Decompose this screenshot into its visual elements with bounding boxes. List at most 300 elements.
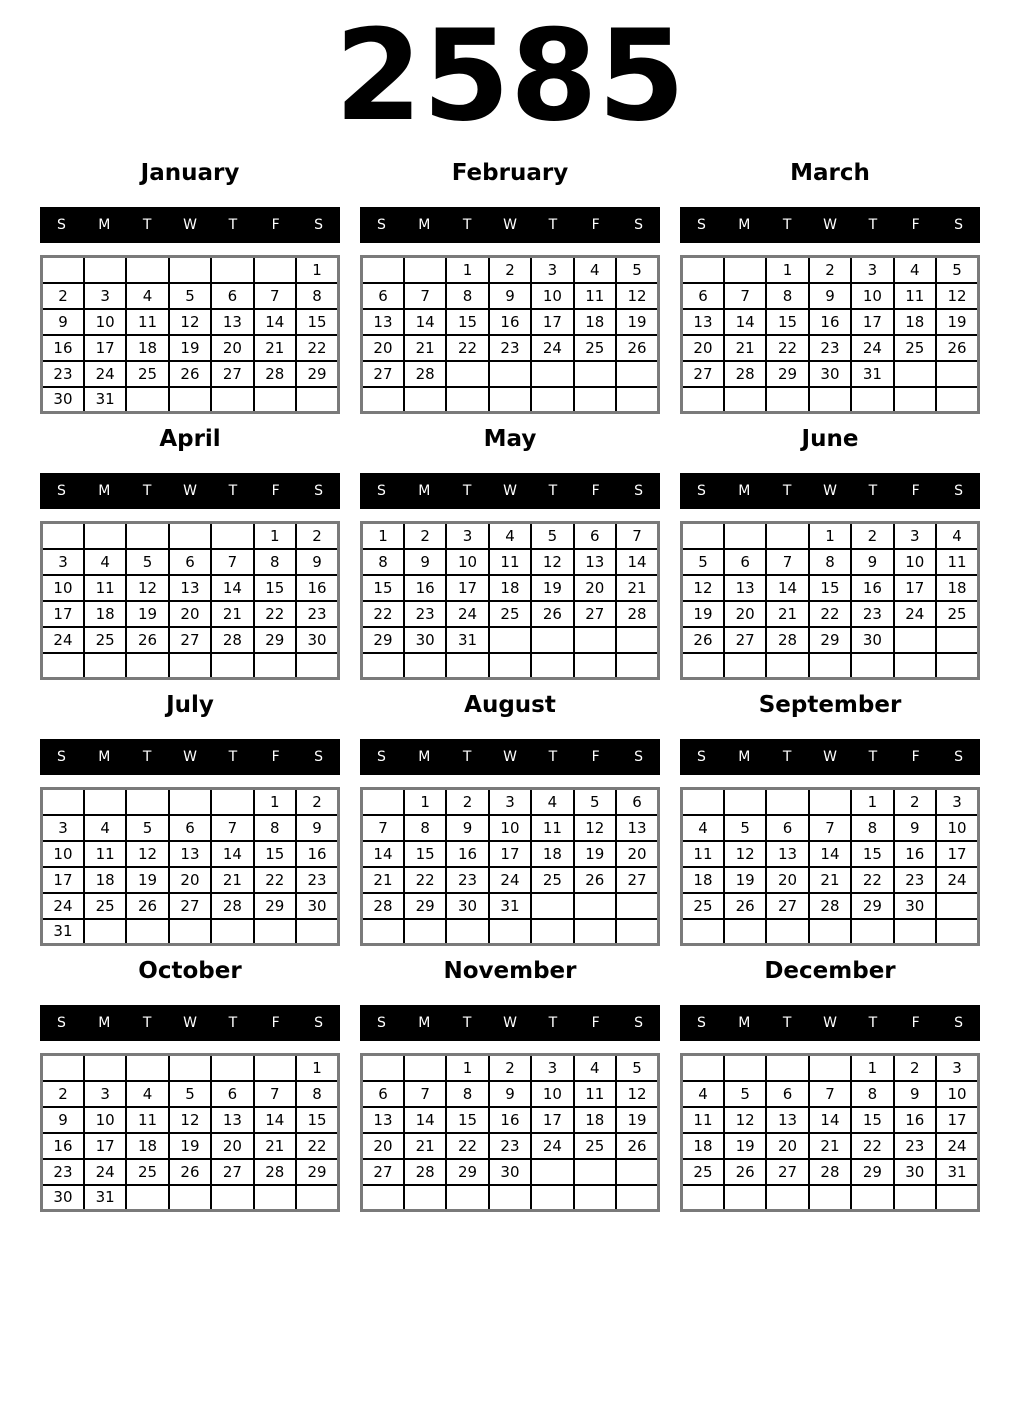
empty-cell <box>616 1185 658 1211</box>
week-row <box>42 1055 339 1081</box>
date-cell: 6 <box>362 283 404 309</box>
empty-cell <box>489 1185 531 1211</box>
month-grid <box>40 1053 340 1212</box>
empty-cell <box>616 1159 658 1185</box>
weekday-header-row <box>40 739 340 775</box>
date-cell: 3 <box>894 523 936 549</box>
date-cell: 15 <box>296 309 338 335</box>
weekday-label: T <box>142 483 152 499</box>
week-row <box>42 1185 339 1211</box>
date-cell: 8 <box>296 1081 338 1107</box>
month-grid-body <box>682 789 979 945</box>
date-cell: 11 <box>574 1081 616 1107</box>
date-cell: 18 <box>682 867 724 893</box>
weekday-label: T <box>462 217 472 233</box>
date-cell: 14 <box>362 841 404 867</box>
weekday-label: T <box>142 749 152 765</box>
date-cell: 9 <box>489 1081 531 1107</box>
week-row <box>362 841 659 867</box>
month-june <box>680 424 980 680</box>
date-cell: 26 <box>169 1159 211 1185</box>
week-row <box>682 1185 979 1211</box>
date-cell: 28 <box>724 361 766 387</box>
date-cell: 16 <box>296 841 338 867</box>
date-cell: 30 <box>296 627 338 653</box>
date-cell: 11 <box>531 815 573 841</box>
weekday-label: W <box>183 1015 197 1031</box>
date-cell: 14 <box>766 575 808 601</box>
date-cell: 19 <box>616 309 658 335</box>
week-row <box>42 575 339 601</box>
month-february <box>360 158 660 414</box>
weekday-header-row <box>680 1005 980 1041</box>
date-cell: 22 <box>254 601 296 627</box>
date-cell: 13 <box>682 309 724 335</box>
date-cell: 7 <box>254 283 296 309</box>
date-cell: 20 <box>682 335 724 361</box>
date-cell: 17 <box>446 575 488 601</box>
date-cell: 2 <box>489 257 531 283</box>
empty-cell <box>809 1185 851 1211</box>
weekday-header-row <box>360 473 660 509</box>
date-cell: 4 <box>84 815 126 841</box>
date-cell: 6 <box>682 283 724 309</box>
week-row <box>682 283 979 309</box>
month-grid-body <box>362 1055 659 1211</box>
date-cell: 25 <box>682 893 724 919</box>
date-cell: 2 <box>894 1055 936 1081</box>
empty-cell <box>362 1185 404 1211</box>
empty-cell <box>42 789 84 815</box>
weekday-label: T <box>782 217 792 233</box>
months-grid <box>40 158 980 1212</box>
date-cell: 29 <box>404 893 446 919</box>
empty-cell <box>254 387 296 413</box>
month-grid <box>360 787 660 946</box>
empty-cell <box>126 653 168 679</box>
empty-cell <box>211 653 253 679</box>
empty-cell <box>851 1185 893 1211</box>
empty-cell <box>42 1055 84 1081</box>
date-cell: 23 <box>446 867 488 893</box>
month-december <box>680 956 980 1212</box>
month-title: April <box>159 426 221 452</box>
date-cell: 5 <box>126 549 168 575</box>
date-cell: 26 <box>936 335 978 361</box>
date-cell: 31 <box>851 361 893 387</box>
month-january <box>40 158 340 414</box>
date-cell: 23 <box>489 335 531 361</box>
date-cell: 31 <box>446 627 488 653</box>
week-row <box>362 919 659 945</box>
weekday-label: T <box>782 1015 792 1031</box>
week-row <box>42 789 339 815</box>
weekday-label: S <box>56 217 66 233</box>
date-cell: 10 <box>936 815 978 841</box>
date-cell: 25 <box>84 893 126 919</box>
date-cell: 27 <box>362 361 404 387</box>
date-cell: 21 <box>254 335 296 361</box>
date-cell: 15 <box>296 1107 338 1133</box>
empty-cell <box>724 789 766 815</box>
empty-cell <box>531 919 573 945</box>
month-grid <box>360 521 660 680</box>
week-row <box>682 335 979 361</box>
empty-cell <box>682 919 724 945</box>
weekday-header-row <box>360 1005 660 1041</box>
date-cell: 12 <box>682 575 724 601</box>
week-row <box>42 523 339 549</box>
empty-cell <box>362 257 404 283</box>
weekday-label: S <box>634 749 644 765</box>
date-cell: 28 <box>404 361 446 387</box>
weekday-label: S <box>634 483 644 499</box>
empty-cell <box>362 387 404 413</box>
empty-cell <box>894 919 936 945</box>
weekday-label: T <box>142 1015 152 1031</box>
date-cell: 25 <box>574 1133 616 1159</box>
date-cell: 6 <box>766 815 808 841</box>
date-cell: 12 <box>616 283 658 309</box>
date-cell: 15 <box>362 575 404 601</box>
date-cell: 10 <box>489 815 531 841</box>
date-cell: 7 <box>211 815 253 841</box>
date-cell: 11 <box>894 283 936 309</box>
date-cell: 13 <box>362 1107 404 1133</box>
date-cell: 28 <box>211 893 253 919</box>
date-cell: 19 <box>531 575 573 601</box>
date-cell: 29 <box>766 361 808 387</box>
week-row <box>362 1081 659 1107</box>
date-cell: 21 <box>404 335 446 361</box>
date-cell: 19 <box>169 1133 211 1159</box>
empty-cell <box>936 387 978 413</box>
date-cell: 24 <box>936 867 978 893</box>
date-cell: 25 <box>894 335 936 361</box>
date-cell: 16 <box>894 1107 936 1133</box>
weekday-label: T <box>462 1015 472 1031</box>
date-cell: 11 <box>682 841 724 867</box>
week-row <box>682 309 979 335</box>
date-cell: 8 <box>296 283 338 309</box>
date-cell: 9 <box>296 549 338 575</box>
date-cell: 17 <box>489 841 531 867</box>
empty-cell <box>84 653 126 679</box>
weekday-header-row <box>680 739 980 775</box>
empty-cell <box>531 387 573 413</box>
date-cell: 6 <box>169 549 211 575</box>
date-cell: 28 <box>254 361 296 387</box>
empty-cell <box>616 653 658 679</box>
empty-cell <box>296 653 338 679</box>
month-title: September <box>758 692 902 718</box>
week-row <box>362 1185 659 1211</box>
date-cell: 3 <box>851 257 893 283</box>
month-grid <box>360 1053 660 1212</box>
date-cell: 20 <box>724 601 766 627</box>
date-cell: 30 <box>894 1159 936 1185</box>
date-cell: 2 <box>809 257 851 283</box>
month-april <box>40 424 340 680</box>
week-row <box>42 815 339 841</box>
date-cell: 3 <box>446 523 488 549</box>
weekday-label: F <box>591 483 600 499</box>
date-cell: 13 <box>169 575 211 601</box>
week-row <box>362 387 659 413</box>
date-cell: 8 <box>851 815 893 841</box>
empty-cell <box>362 1055 404 1081</box>
empty-cell <box>404 257 446 283</box>
empty-cell <box>404 1055 446 1081</box>
date-cell: 27 <box>211 361 253 387</box>
empty-cell <box>766 1185 808 1211</box>
weekday-label: T <box>462 483 472 499</box>
date-cell: 21 <box>404 1133 446 1159</box>
date-cell: 14 <box>404 309 446 335</box>
empty-cell <box>574 1159 616 1185</box>
empty-cell <box>531 627 573 653</box>
week-row <box>42 387 339 413</box>
date-cell: 31 <box>84 1185 126 1211</box>
date-cell: 18 <box>84 601 126 627</box>
date-cell: 29 <box>254 893 296 919</box>
week-row <box>362 653 659 679</box>
date-cell: 1 <box>296 1055 338 1081</box>
empty-cell <box>531 1159 573 1185</box>
week-row <box>42 335 339 361</box>
date-cell: 5 <box>724 1081 766 1107</box>
week-row <box>362 893 659 919</box>
weekday-label: T <box>868 217 878 233</box>
date-cell: 2 <box>296 789 338 815</box>
month-grid <box>680 1053 980 1212</box>
date-cell: 7 <box>616 523 658 549</box>
weekday-label: M <box>738 217 751 233</box>
date-cell: 15 <box>809 575 851 601</box>
empty-cell <box>724 1185 766 1211</box>
weekday-label: W <box>503 1015 517 1031</box>
date-cell: 4 <box>894 257 936 283</box>
date-cell: 4 <box>936 523 978 549</box>
date-cell: 21 <box>362 867 404 893</box>
date-cell: 10 <box>84 1107 126 1133</box>
date-cell: 23 <box>851 601 893 627</box>
week-row <box>682 919 979 945</box>
date-cell: 29 <box>809 627 851 653</box>
date-cell: 17 <box>531 1107 573 1133</box>
date-cell: 21 <box>211 867 253 893</box>
date-cell: 9 <box>489 283 531 309</box>
empty-cell <box>211 1055 253 1081</box>
empty-cell <box>766 919 808 945</box>
date-cell: 17 <box>42 867 84 893</box>
week-row <box>42 601 339 627</box>
date-cell: 12 <box>126 575 168 601</box>
date-cell: 24 <box>489 867 531 893</box>
empty-cell <box>809 1055 851 1081</box>
date-cell: 13 <box>211 1107 253 1133</box>
weekday-label: T <box>228 483 238 499</box>
weekday-label: W <box>183 217 197 233</box>
month-grid-body <box>682 257 979 413</box>
week-row <box>682 1081 979 1107</box>
date-cell: 15 <box>254 841 296 867</box>
month-july <box>40 690 340 946</box>
date-cell: 27 <box>682 361 724 387</box>
empty-cell <box>936 361 978 387</box>
date-cell: 6 <box>574 523 616 549</box>
date-cell: 23 <box>894 1133 936 1159</box>
date-cell: 20 <box>169 867 211 893</box>
weekday-label: F <box>271 483 280 499</box>
date-cell: 3 <box>531 257 573 283</box>
empty-cell <box>936 919 978 945</box>
date-cell: 25 <box>531 867 573 893</box>
date-cell: 10 <box>936 1081 978 1107</box>
weekday-label: T <box>548 749 558 765</box>
date-cell: 18 <box>574 309 616 335</box>
date-cell: 24 <box>446 601 488 627</box>
weekday-label: S <box>314 1015 324 1031</box>
date-cell: 1 <box>254 523 296 549</box>
month-november <box>360 956 660 1212</box>
weekday-label: F <box>911 483 920 499</box>
weekday-label: S <box>56 749 66 765</box>
date-cell: 7 <box>404 283 446 309</box>
weekday-label: T <box>142 217 152 233</box>
year-title: 2585 <box>334 2 686 149</box>
week-row <box>682 653 979 679</box>
date-cell: 25 <box>126 1159 168 1185</box>
date-cell: 5 <box>616 1055 658 1081</box>
date-cell: 27 <box>616 867 658 893</box>
week-row <box>362 1107 659 1133</box>
date-cell: 8 <box>851 1081 893 1107</box>
date-cell: 1 <box>254 789 296 815</box>
empty-cell <box>211 1185 253 1211</box>
date-cell: 24 <box>84 1159 126 1185</box>
empty-cell <box>894 1185 936 1211</box>
date-cell: 16 <box>404 575 446 601</box>
date-cell: 20 <box>574 575 616 601</box>
date-cell: 17 <box>894 575 936 601</box>
date-cell: 17 <box>531 309 573 335</box>
date-cell: 2 <box>42 283 84 309</box>
date-cell: 13 <box>766 841 808 867</box>
week-row <box>362 601 659 627</box>
date-cell: 19 <box>682 601 724 627</box>
month-grid-body <box>42 789 339 945</box>
empty-cell <box>724 1055 766 1081</box>
date-cell: 13 <box>211 309 253 335</box>
date-cell: 1 <box>851 1055 893 1081</box>
weekday-label: T <box>462 749 472 765</box>
date-cell: 25 <box>126 361 168 387</box>
empty-cell <box>574 1185 616 1211</box>
date-cell: 4 <box>574 257 616 283</box>
date-cell: 21 <box>809 867 851 893</box>
date-cell: 26 <box>126 893 168 919</box>
date-cell: 27 <box>766 1159 808 1185</box>
empty-cell <box>489 361 531 387</box>
empty-cell <box>169 653 211 679</box>
empty-cell <box>296 1185 338 1211</box>
date-cell: 7 <box>362 815 404 841</box>
date-cell: 23 <box>42 1159 84 1185</box>
date-cell: 9 <box>296 815 338 841</box>
date-cell: 1 <box>809 523 851 549</box>
week-row <box>42 1159 339 1185</box>
week-row <box>682 1055 979 1081</box>
week-row <box>42 1107 339 1133</box>
date-cell: 23 <box>296 601 338 627</box>
date-cell: 6 <box>724 549 766 575</box>
empty-cell <box>936 627 978 653</box>
weekday-label: T <box>228 217 238 233</box>
date-cell: 22 <box>446 335 488 361</box>
week-row <box>42 841 339 867</box>
empty-cell <box>682 653 724 679</box>
date-cell: 24 <box>84 361 126 387</box>
month-march <box>680 158 980 414</box>
weekday-label: F <box>271 749 280 765</box>
date-cell: 20 <box>362 335 404 361</box>
weekday-label: W <box>183 483 197 499</box>
date-cell: 2 <box>489 1055 531 1081</box>
weekday-label: S <box>376 749 386 765</box>
date-cell: 11 <box>936 549 978 575</box>
month-title: May <box>483 426 537 452</box>
empty-cell <box>489 627 531 653</box>
date-cell: 19 <box>616 1107 658 1133</box>
weekday-label: T <box>548 483 558 499</box>
empty-cell <box>126 1185 168 1211</box>
date-cell: 25 <box>84 627 126 653</box>
date-cell: 9 <box>894 815 936 841</box>
date-cell: 15 <box>446 1107 488 1133</box>
date-cell: 3 <box>84 283 126 309</box>
month-grid <box>680 787 980 946</box>
date-cell: 22 <box>851 1133 893 1159</box>
empty-cell <box>724 387 766 413</box>
weekday-label: S <box>954 749 964 765</box>
date-cell: 6 <box>362 1081 404 1107</box>
date-cell: 29 <box>851 893 893 919</box>
week-row <box>42 361 339 387</box>
weekday-label: S <box>634 217 644 233</box>
date-cell: 20 <box>211 335 253 361</box>
week-row <box>682 387 979 413</box>
date-cell: 13 <box>362 309 404 335</box>
date-cell: 9 <box>446 815 488 841</box>
date-cell: 1 <box>446 257 488 283</box>
date-cell: 15 <box>404 841 446 867</box>
week-row <box>682 841 979 867</box>
week-row <box>362 1159 659 1185</box>
date-cell: 12 <box>126 841 168 867</box>
date-cell: 20 <box>766 867 808 893</box>
date-cell: 10 <box>894 549 936 575</box>
date-cell: 31 <box>84 387 126 413</box>
month-october <box>40 956 340 1212</box>
empty-cell <box>169 789 211 815</box>
date-cell: 1 <box>851 789 893 815</box>
empty-cell <box>531 893 573 919</box>
date-cell: 13 <box>574 549 616 575</box>
empty-cell <box>169 1055 211 1081</box>
week-row <box>682 549 979 575</box>
empty-cell <box>616 387 658 413</box>
